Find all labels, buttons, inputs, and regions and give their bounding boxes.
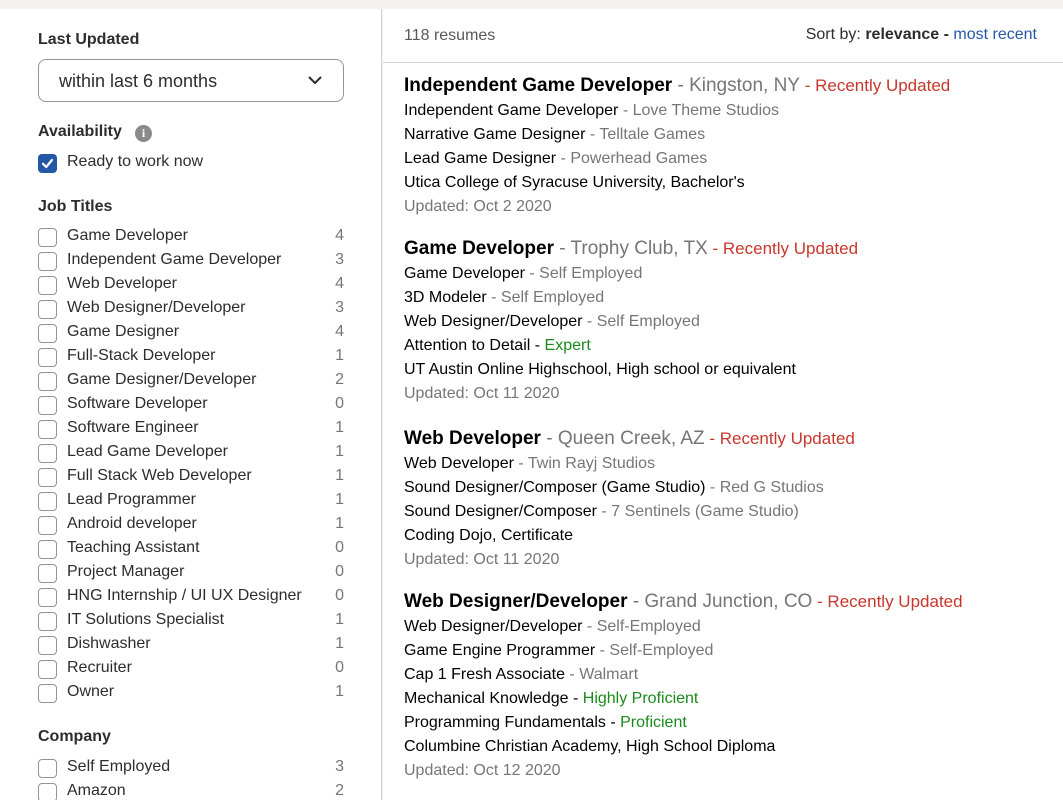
checkbox[interactable]	[38, 372, 57, 391]
resume-detail-line	[404, 735, 1044, 759]
resume-detail-line	[404, 286, 1044, 310]
job-title-label: IT Solutions Specialist	[67, 611, 225, 628]
checkbox[interactable]	[38, 324, 57, 343]
job-title-count: 4	[335, 323, 344, 340]
separator: -	[627, 591, 645, 612]
job-title-label: Full Stack Web Developer	[67, 467, 252, 484]
resume-heading	[404, 426, 1044, 452]
detail-employer: - Love Theme Studios	[618, 102, 780, 119]
separator: -	[530, 337, 545, 354]
resume-detail-line	[404, 358, 1044, 382]
detail-employer: - 7 Sentinels (Game Studio)	[597, 503, 799, 520]
job-title-count: 1	[335, 635, 344, 652]
job-title-label: Owner	[67, 683, 115, 700]
resume-location: Queen Creek, AZ	[557, 428, 705, 449]
job-title-count: 4	[335, 275, 344, 292]
sort-control	[806, 26, 1037, 44]
job-title-option[interactable]	[38, 683, 344, 705]
results-header	[383, 9, 1063, 63]
detail-employer: - Walmart	[564, 666, 639, 683]
detail-main: Cap 1 Fresh Associate	[404, 666, 565, 683]
company-label: Self Employed	[67, 758, 171, 775]
checkbox[interactable]	[38, 684, 57, 703]
job-title-count: 3	[335, 251, 344, 268]
resume-detail-line	[404, 334, 1044, 358]
checkbox[interactable]	[38, 300, 57, 319]
resume-card	[404, 426, 1044, 572]
resume-updated-date: Updated: Oct 12 2020	[404, 762, 561, 779]
resume-detail-line	[404, 310, 1044, 334]
checkbox-checked[interactable]	[38, 154, 57, 173]
checkbox[interactable]	[38, 444, 57, 463]
checkbox[interactable]	[38, 759, 57, 778]
job-title-option[interactable]	[38, 251, 344, 273]
job-title-option[interactable]	[38, 419, 344, 441]
company-label: Amazon	[67, 782, 126, 799]
detail-main: Web Designer/Developer	[404, 313, 583, 330]
resume-detail-line	[404, 615, 1044, 639]
job-title-count: 2	[335, 371, 344, 388]
job-title-option[interactable]	[38, 467, 344, 489]
last-updated-value: within last 6 months	[59, 71, 218, 91]
job-title-label: Game Developer	[67, 227, 188, 244]
resume-detail-line	[404, 262, 1044, 286]
job-title-option[interactable]	[38, 635, 344, 657]
job-title-option[interactable]	[38, 515, 344, 537]
sort-most-recent-link[interactable]: most recent	[953, 26, 1037, 43]
checkbox[interactable]	[38, 396, 57, 415]
detail-main: Coding Dojo, Certificate	[404, 527, 573, 544]
resume-heading	[404, 236, 1044, 262]
separator: -	[540, 428, 558, 449]
recently-updated-badge: - Recently Updated	[799, 76, 951, 95]
checkbox[interactable]	[38, 588, 57, 607]
checkbox[interactable]	[38, 612, 57, 631]
checkbox[interactable]	[38, 276, 57, 295]
chevron-down-icon	[307, 72, 323, 88]
job-title-option[interactable]	[38, 587, 344, 609]
resume-heading	[404, 73, 1044, 99]
resume-title-link[interactable]: Independent Game Developer	[404, 75, 673, 96]
resume-detail-line	[404, 663, 1044, 687]
availability-ready-option[interactable]	[38, 153, 344, 175]
checkbox[interactable]	[38, 564, 57, 583]
job-title-count: 1	[335, 491, 344, 508]
job-title-label: Web Developer	[67, 275, 177, 292]
checkmark-icon	[41, 157, 54, 170]
job-title-label: Recruiter	[67, 659, 132, 676]
company-option[interactable]	[38, 782, 344, 800]
resume-detail-line	[404, 171, 1044, 195]
checkbox[interactable]	[38, 468, 57, 487]
job-title-option[interactable]	[38, 491, 344, 513]
job-titles-title: Job Titles	[38, 198, 113, 215]
resume-detail-line	[404, 99, 1044, 123]
job-title-option[interactable]	[38, 539, 344, 561]
resume-detail-line	[404, 476, 1044, 500]
separator: -	[553, 238, 571, 259]
separator: -	[605, 714, 621, 731]
job-title-option[interactable]	[38, 659, 344, 681]
job-title-label: Project Manager	[67, 563, 185, 580]
resume-detail-line	[404, 524, 1044, 548]
checkbox[interactable]	[38, 540, 57, 559]
resume-detail-line	[404, 123, 1044, 147]
job-title-label: Dishwasher	[67, 635, 151, 652]
resume-title-link[interactable]: Game Developer	[404, 238, 554, 259]
separator: -	[568, 690, 583, 707]
checkbox[interactable]	[38, 783, 57, 800]
last-updated-title: Last Updated	[38, 31, 140, 48]
resume-updated-date: Updated: Oct 11 2020	[404, 551, 560, 568]
recently-updated-badge: - Recently Updated	[812, 592, 963, 611]
availability-ready-label: Ready to work now	[67, 153, 204, 170]
job-title-count: 0	[335, 587, 344, 604]
job-title-label: Web Designer/Developer	[67, 299, 246, 316]
job-title-option[interactable]	[38, 299, 344, 321]
job-title-label: Teaching Assistant	[67, 539, 200, 556]
detail-main: Web Developer	[404, 455, 514, 472]
skill-level: Proficient	[620, 714, 687, 731]
detail-main: Columbine Christian Academy, High School Diploma	[404, 738, 776, 755]
separator: -	[672, 75, 690, 96]
resume-updated-date: Updated: Oct 2 2020	[404, 198, 552, 215]
job-title-count: 4	[335, 227, 344, 244]
job-title-label: Full-Stack Developer	[67, 347, 216, 364]
detail-employer: - Telltale Games	[585, 126, 706, 143]
job-title-option[interactable]	[38, 323, 344, 345]
sort-separator: -	[943, 26, 949, 43]
detail-main: Independent Game Developer	[404, 102, 619, 119]
job-title-option[interactable]	[38, 611, 344, 633]
checkbox[interactable]	[38, 228, 57, 247]
top-strip	[0, 0, 1063, 9]
job-title-count: 0	[335, 563, 344, 580]
detail-main: Sound Designer/Composer (Game Studio)	[404, 479, 706, 496]
job-title-count: 1	[335, 467, 344, 484]
job-title-label: Game Designer	[67, 323, 180, 340]
sort-relevance: relevance	[865, 26, 940, 43]
detail-employer: - Self Employed	[486, 289, 605, 306]
job-title-label: HNG Internship / UI UX Designer	[67, 587, 302, 604]
resume-updated-date: Updated: Oct 11 2020	[404, 385, 560, 402]
job-title-count: 1	[335, 443, 344, 460]
detail-main: 3D Modeler	[404, 289, 487, 306]
checkbox[interactable]	[38, 492, 57, 511]
checkbox[interactable]	[38, 636, 57, 655]
company-count: 2	[335, 782, 344, 799]
job-title-label: Game Designer/Developer	[67, 371, 257, 388]
detail-employer: - Twin Rayj Studios	[513, 455, 656, 472]
resume-location: Grand Junction, CO	[644, 591, 813, 612]
detail-main: Game Developer	[404, 265, 525, 282]
detail-employer: - Red G Studios	[705, 479, 824, 496]
job-title-option[interactable]	[38, 347, 344, 369]
job-title-option[interactable]	[38, 443, 344, 465]
job-title-count: 0	[335, 395, 344, 412]
resume-detail-line	[404, 711, 1044, 735]
results-panel	[383, 9, 1063, 800]
job-title-count: 1	[335, 419, 344, 436]
checkbox[interactable]	[38, 516, 57, 535]
detail-employer: - Self Employed	[582, 313, 700, 330]
job-title-label: Independent Game Developer	[67, 251, 282, 268]
resume-card	[404, 589, 1044, 783]
checkbox[interactable]	[38, 660, 57, 679]
resume-card	[404, 73, 1044, 219]
job-title-count: 1	[335, 515, 344, 532]
info-icon[interactable]: i	[135, 125, 152, 142]
job-title-count: 1	[335, 611, 344, 628]
detail-main: Web Designer/Developer	[404, 618, 583, 635]
skill-level: Highly Proficient	[582, 690, 699, 707]
detail-main: Narrative Game Designer	[404, 126, 586, 143]
detail-main: Lead Game Designer	[404, 150, 557, 167]
job-title-label: Lead Game Developer	[67, 443, 228, 460]
availability-title: Availability	[38, 123, 122, 140]
sort-label: Sort by:	[805, 26, 861, 43]
detail-employer: - Self Employed	[524, 265, 643, 282]
resume-location: Kingston, NY	[689, 75, 800, 96]
detail-main: Sound Designer/Composer	[404, 503, 597, 520]
checkbox[interactable]	[38, 420, 57, 439]
detail-employer: - Self-Employed	[582, 618, 701, 635]
company-option[interactable]	[38, 758, 344, 780]
job-title-count: 0	[335, 539, 344, 556]
last-updated-select[interactable]	[38, 59, 344, 102]
detail-main: Utica College of Syracuse University, Bachelor's	[404, 174, 745, 191]
company-count: 3	[335, 758, 344, 775]
job-title-count: 3	[335, 299, 344, 316]
resume-detail-line	[404, 687, 1044, 711]
detail-employer: - Self-Employed	[595, 642, 714, 659]
resume-title-link[interactable]: Web Developer	[404, 428, 541, 449]
detail-employer: - Powerhead Games	[556, 150, 708, 167]
job-title-count: 1	[335, 347, 344, 364]
job-title-count: 0	[335, 659, 344, 676]
detail-main: UT Austin Online Highschool, High school or equivalent	[404, 361, 796, 378]
resume-heading	[404, 589, 1044, 615]
job-title-option[interactable]	[38, 563, 344, 585]
job-title-label: Software Developer	[67, 395, 208, 412]
job-title-option[interactable]	[38, 227, 344, 249]
resume-detail-line	[404, 147, 1044, 171]
detail-main: Programming Fundamentals	[404, 714, 606, 731]
checkbox[interactable]	[38, 252, 57, 271]
resume-title-link[interactable]: Web Designer/Developer	[404, 591, 628, 612]
job-title-option[interactable]	[38, 275, 344, 297]
resume-location: Trophy Club, TX	[570, 238, 708, 259]
job-title-count: 1	[335, 683, 344, 700]
recently-updated-badge: - Recently Updated	[704, 429, 855, 448]
job-title-label: Android developer	[67, 515, 197, 532]
resume-detail-line	[404, 639, 1044, 663]
resume-card	[404, 236, 1044, 406]
detail-main: Attention to Detail	[404, 337, 531, 354]
company-title: Company	[38, 728, 111, 745]
result-count: 118 resumes	[404, 27, 496, 44]
skill-level: Expert	[544, 337, 591, 354]
resume-detail-line	[404, 500, 1044, 524]
recently-updated-badge: - Recently Updated	[707, 239, 859, 258]
checkbox[interactable]	[38, 348, 57, 367]
job-title-option[interactable]	[38, 395, 344, 417]
job-title-label: Lead Programmer	[67, 491, 196, 508]
filter-sidebar	[0, 9, 382, 800]
detail-main: Game Engine Programmer	[404, 642, 596, 659]
resume-detail-line	[404, 452, 1044, 476]
job-title-label: Software Engineer	[67, 419, 199, 436]
detail-main: Mechanical Knowledge	[404, 690, 569, 707]
job-title-option[interactable]	[38, 371, 344, 393]
